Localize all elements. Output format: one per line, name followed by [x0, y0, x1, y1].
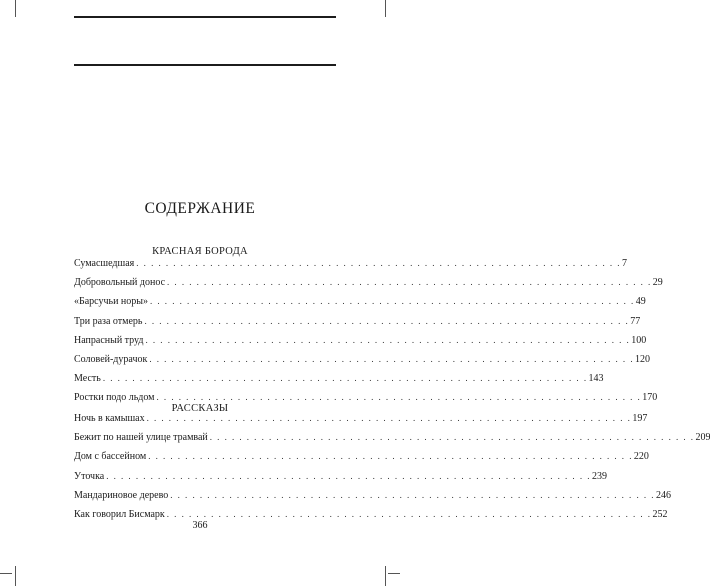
dot-leader: . . . . . . . . . . . . . . . . . . . . . . . . . . . . . . . . . . . . . . . . . . . . . . . . . . . . . . . . . . . . . . . . . . [150, 296, 635, 307]
dot-leader: . . . . . . . . . . . . . . . . . . . . . . . . . . . . . . . . . . . . . . . . . . . . . . . . . . . . . . . . . . . . . . . . . . [106, 470, 591, 481]
dot-leader: . . . . . . . . . . . . . . . . . . . . . . . . . . . . . . . . . . . . . . . . . . . . . . . . . . . . . . . . . . . . . . . . . . [166, 508, 652, 519]
dot-leader: . . . . . . . . . . . . . . . . . . . . . . . . . . . . . . . . . . . . . . . . . . . . . . . . . . . . . . . . . . . . . . . . . . [146, 413, 632, 423]
toc-entry-title: Напрасный труд [74, 334, 144, 346]
section-heading: КРАСНАЯ БОРОДА [152, 246, 248, 257]
crop-mark-top-right-v [385, 0, 386, 17]
toc-entry-page: 246 [655, 489, 671, 501]
toc-entry-page: 252 [652, 508, 668, 520]
toc-entry-page: 100 [631, 334, 647, 346]
toc-entry [74, 277, 663, 296]
dot-leader: . . . . . . . . . . . . . . . . . . . . . . . . . . . . . . . . . . . . . . . . . . . . . . . . . . . . . . . . . . . . . . . . . . [145, 334, 631, 345]
toc-entry [74, 296, 646, 315]
toc-list [74, 258, 663, 412]
toc-entry-title: Сумасшедшая [74, 258, 135, 269]
toc-entry-page: 170 [642, 392, 658, 404]
crop-mark-bottom-right-h [388, 573, 400, 574]
toc-entry-page: 29 [652, 277, 663, 289]
toc-entry-page: 120 [635, 353, 651, 365]
toc-entry-title: Мандариновое дерево [74, 489, 169, 501]
toc-entry-title: Ночь в камышах [74, 413, 145, 424]
toc-entry-title: Три раза отмерь [74, 315, 143, 327]
header-rule-bottom [74, 64, 336, 66]
crop-mark-bottom-left-h [0, 573, 12, 574]
toc-entry-page: 220 [633, 451, 649, 463]
toc-entry-title: Дом с бассейном [74, 451, 147, 463]
toc-entry-title: Соловей-дурачок [74, 353, 148, 365]
toc-entry [74, 315, 641, 335]
toc-entry-title: Бежит по нашей улице трамвай [74, 432, 208, 444]
dot-leader: . . . . . . . . . . . . . . . . . . . . . . . . . . . . . . . . . . . . . . . . . . . . . . . . . . . . . . . . . . . . . . . . . . [102, 373, 588, 384]
toc-entry [74, 373, 604, 392]
toc-entry-page: 197 [632, 413, 648, 424]
dot-leader: . . . . . . . . . . . . . . . . . . . . . . . . . . . . . . . . . . . . . . . . . . . . . . . . . . . . . . . . . . . . . . . . . . [156, 392, 642, 403]
toc-entry-page: 77 [630, 315, 641, 327]
toc-entry [74, 334, 647, 354]
toc-entry-page: 49 [635, 296, 646, 308]
crop-mark-bottom-right-v [385, 566, 386, 586]
toc-list [74, 413, 710, 528]
toc-entry-title: Ростки подо льдом [74, 392, 155, 404]
toc-entry-page: 239 [591, 470, 607, 482]
toc-entry [74, 258, 627, 277]
crop-mark-bottom-left-v [15, 566, 16, 586]
page-number: 366 [192, 520, 208, 531]
section-heading: РАССКАЗЫ [171, 403, 229, 414]
dot-leader: . . . . . . . . . . . . . . . . . . . . . . . . . . . . . . . . . . . . . . . . . . . . . . . . . . . . . . . . . . . . . . . . . . [149, 353, 635, 364]
dot-leader: . . . . . . . . . . . . . . . . . . . . . . . . . . . . . . . . . . . . . . . . . . . . . . . . . . . . . . . . . . . . . . . . . . [170, 489, 655, 500]
page-title: СОДЕРЖАНИЕ [144, 200, 256, 217]
crop-mark-top-left-v [15, 0, 16, 17]
toc-entry-title: Добровольный донос [74, 277, 166, 289]
toc-entry-page: 143 [588, 373, 604, 385]
toc-entry [74, 451, 649, 470]
toc-entry-page: 7 [621, 258, 627, 269]
toc-entry-page: 209 [695, 432, 710, 444]
toc-entry-title: «Барсучьи норы» [74, 296, 148, 308]
toc-entry [74, 353, 651, 373]
dot-leader: . . . . . . . . . . . . . . . . . . . . . . . . . . . . . . . . . . . . . . . . . . . . . . . . . . . . . . . . . . . . . . . . . . [167, 277, 652, 288]
toc-entry-title: Как говорил Бисмарк [74, 508, 165, 520]
toc-entry-title: Месть [74, 373, 101, 385]
toc-entry [74, 413, 648, 432]
dot-leader: . . . . . . . . . . . . . . . . . . . . . . . . . . . . . . . . . . . . . . . . . . . . . . . . . . . . . . . . . . . . . . . . . . [148, 451, 633, 462]
toc-entry [74, 470, 607, 490]
header-rule-top [74, 16, 336, 18]
toc-entry [74, 489, 671, 509]
dot-leader: . . . . . . . . . . . . . . . . . . . . . . . . . . . . . . . . . . . . . . . . . . . . . . . . . . . . . . . . . . . . . . . . . . [144, 315, 630, 326]
toc-entry [74, 432, 710, 451]
dot-leader: . . . . . . . . . . . . . . . . . . . . . . . . . . . . . . . . . . . . . . . . . . . . . . . . . . . . . . . . . . . . . . . . . . [136, 258, 621, 268]
toc-entry-title: Уточка [74, 470, 105, 482]
dot-leader: . . . . . . . . . . . . . . . . . . . . . . . . . . . . . . . . . . . . . . . . . . . . . . . . . . . . . . . . . . . . . . . . . . [209, 432, 695, 443]
